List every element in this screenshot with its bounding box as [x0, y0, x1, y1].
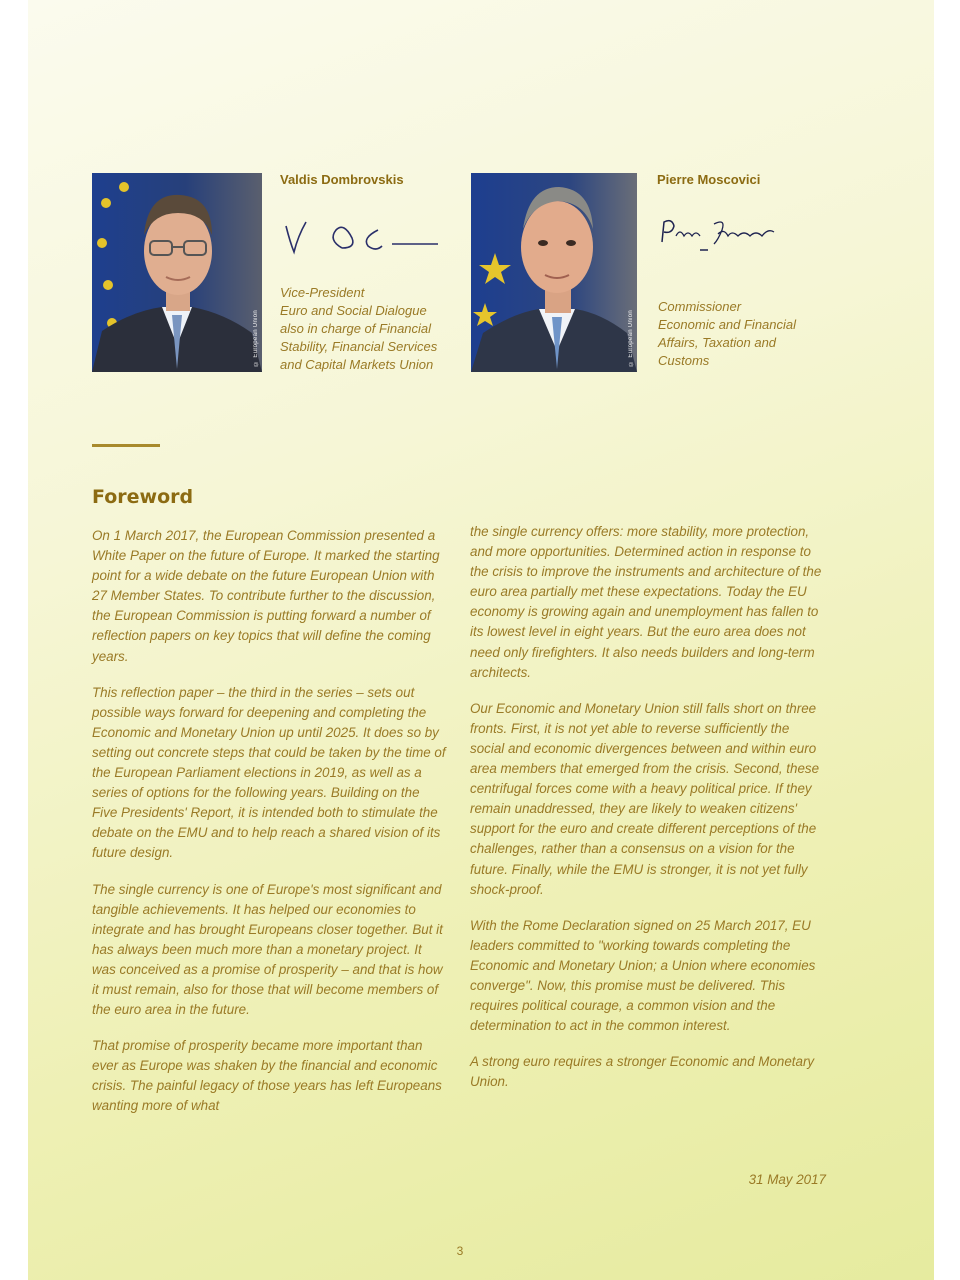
portrait-photo-moscovici — [471, 173, 637, 372]
photo-credit: © European Union — [628, 310, 634, 366]
author-name-dombrovskis: Valdis Dombrovskis — [280, 172, 404, 187]
paragraph: This reflection paper – the third in the series – sets out possible ways forward for deepening and completing the Economic and Monetary Union up until 2025. It does so by setting out concrete steps that could be taken by the time of the European Parliament elections in 2019, as well as a series of options for the following years. Building on the Five Presidents' Report, it is intended both to stimulate the debate on the EMU and to help reach a shared vision of its future design. — [92, 684, 446, 861]
role-line: Stability, Financial Services — [280, 339, 438, 354]
portrait-photo-dombrovskis — [92, 173, 262, 372]
foreword-date: 31 May 2017 — [748, 1172, 826, 1187]
section-heading: Foreword — [92, 486, 194, 508]
paragraph: Our Economic and Monetary Union still falls short on three fronts. First, it is not yet able to reverse sufficiently the social and economic divergences between and within euro area members that emerged from the crisis. Second, these centrifugal forces come with a heavy political price. If they remain unaddressed, they are likely to weaken citizens' support for the euro and create different perceptions of the challenges, rather than a consensus on a vision for the future. Finally, while the EMU is stronger, it is not yet fully shock-proof. — [470, 700, 820, 897]
portrait-image — [471, 173, 637, 372]
portrait-image — [92, 173, 262, 372]
paragraph: A strong euro requires a stronger Economic and Monetary Union. — [470, 1054, 815, 1090]
foreword-right-column — [470, 522, 826, 1108]
role-line: Commissioner — [658, 299, 742, 314]
paragraph: With the Rome Declaration signed on 25 March 2017, EU leaders committed to "working towards completing the Economic and Monetary Union; a Union where economies converge". Now, this promise must be delivered. This requires political courage, a common vision and the determination to act in the common interest. — [470, 917, 816, 1034]
role-line: Vice-President — [280, 285, 365, 300]
author-role-dombrovskis — [280, 284, 437, 374]
paragraph: On 1 March 2017, the European Commission presented a White Paper on the future of Europe. It marked the starting point for a wide debate on the future European Union with 27 Member States. To contribute further to the discussion, the European Commission is putting forward a number of reflection papers on key topics that will define the coming years. — [92, 528, 440, 664]
page-number: 3 — [456, 1244, 464, 1258]
photo-credit: © European Union — [253, 310, 259, 366]
role-line: Euro and Social Dialogue — [280, 303, 427, 318]
paragraph: the single currency offers: more stability, more protection, and more opportunities. Determined action in response to the crisis to improve the instruments and architecture of the euro area partially met these expectations. Today the EU economy is growing again and unemployment has fallen to its lowest level in eight years. But the euro area does not need only firefighters. It also needs builders and long-term architects. — [470, 524, 822, 680]
role-line: Affairs, Taxation and — [658, 335, 777, 350]
author-name-moscovici: Pierre Moscovici — [657, 172, 761, 187]
signature-dombrovskis — [282, 218, 442, 258]
paragraph: The single currency is one of Europe's most significant and tangible achievements. It has helped our economies to integrate and has brought Europeans closer together. But it has always been much more than a monetary project. It was conceived as a promise of prosperity – and that is how it must remain, also for those that will become members of the euro area in the future. — [92, 881, 443, 1018]
section-divider — [92, 444, 160, 447]
foreword-left-column — [92, 526, 448, 1133]
role-line: also in charge of Financial — [280, 321, 432, 336]
paragraph: That promise of prosperity became more important than ever as Europe was shaken by the financial and economic crisis. The painful legacy of those years has left Europeans wanting more of what — [92, 1038, 442, 1114]
role-line: and Capital Markets Union — [280, 357, 434, 372]
role-line: Economic and Financial — [658, 317, 797, 332]
signature-moscovici — [658, 214, 778, 258]
author-role-moscovici — [658, 298, 796, 370]
role-line: Customs — [658, 353, 710, 368]
